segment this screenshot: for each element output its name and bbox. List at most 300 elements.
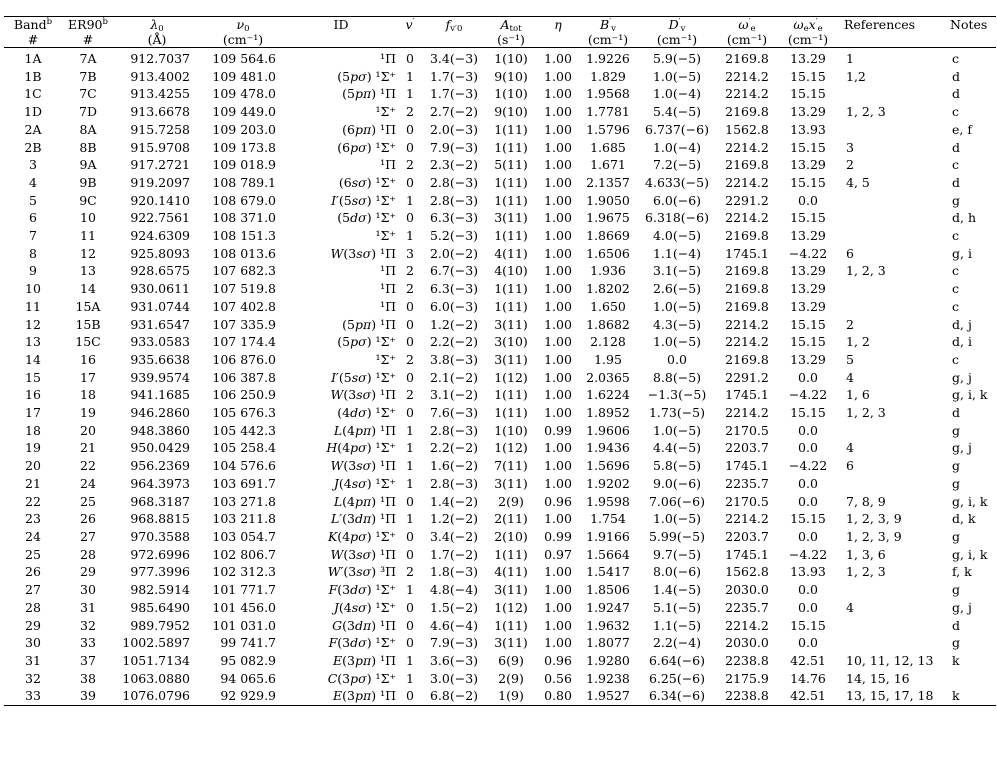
cell-wexe: 0.0: [798, 192, 818, 208]
cell-nu: 105 442.3: [212, 422, 276, 438]
cell-er90: 21: [80, 440, 96, 456]
header-unit: (cm⁻¹): [578, 32, 638, 48]
header-unit: [944, 32, 996, 48]
cell-notes: g, j: [952, 440, 972, 456]
cell-d: 2.6(−5): [652, 281, 702, 297]
cell-d: −1.3(−5): [647, 387, 707, 403]
cell-a: 9(10): [494, 104, 528, 120]
cell-lambda: 1076.0796: [122, 688, 190, 704]
cell-a: 4(11): [494, 245, 528, 261]
cell-eta: 1.00: [544, 104, 572, 120]
cell-f: 2.7(−2): [429, 104, 479, 120]
cell-refs: [838, 280, 944, 298]
cell-eta: 1.00: [544, 281, 572, 297]
cell-notes: g: [952, 475, 961, 491]
cell-eta: 0.96: [544, 652, 572, 668]
cell-lambda: 956.2369: [130, 458, 190, 474]
state-label: K(4pσ): [327, 528, 372, 544]
table-row: [4, 510, 996, 528]
cell-d: 4.4(−5): [652, 440, 702, 456]
cell-er90: 38: [80, 670, 96, 686]
cell-f: 5.2(−3): [429, 228, 479, 244]
cell-lambda: 917.2721: [130, 157, 190, 173]
cell-state: [286, 422, 396, 440]
cell-lambda: 939.9574: [130, 369, 190, 385]
cell-lambda: 915.9708: [130, 139, 190, 155]
cell-a: 4(11): [494, 564, 528, 580]
table-row: [4, 280, 996, 298]
state-term: ¹Σ⁺: [371, 210, 396, 226]
cell-wexe: −4.22: [788, 458, 828, 474]
cell-d: 6.34(−6): [648, 688, 705, 704]
cell-d: 0.0: [667, 351, 687, 367]
header-er90: ER90$^b$: [68, 17, 108, 32]
cell-er90: 19: [80, 405, 96, 421]
cell-lambda: 977.3996: [130, 564, 190, 580]
cell-d: 4.633(−5): [645, 174, 709, 190]
cell-we: 1562.8: [725, 564, 769, 580]
state-label: C(3pσ): [327, 670, 372, 686]
cell-notes: c: [952, 263, 960, 279]
cell-f: 7.9(−3): [429, 139, 479, 155]
state-term: ¹Σ⁺: [371, 334, 396, 350]
cell-nu: 103 271.8: [212, 493, 276, 509]
cell-wexe: 0.0: [798, 440, 818, 456]
cell-lambda: 922.7561: [130, 210, 190, 226]
cell-v: 1: [406, 68, 414, 84]
cell-a: 1(12): [494, 369, 528, 385]
state-label: W(3sσ): [330, 546, 377, 562]
cell-state: [286, 262, 396, 280]
cell-wexe: −4.22: [788, 387, 828, 403]
cell-d: 6.737(−6): [645, 121, 709, 137]
cell-v: 0: [406, 121, 414, 137]
cell-notes: d, j: [952, 316, 972, 332]
cell-b: 1.8669: [586, 228, 630, 244]
cell-b: 1.9527: [586, 688, 630, 704]
cell-state: [286, 528, 396, 546]
cell-eta: 1.00: [544, 263, 572, 279]
state-label: (5pσ): [337, 68, 372, 84]
cell-a: 5(11): [494, 157, 528, 173]
cell-notes: d: [952, 174, 961, 190]
cell-wexe: 0.0: [798, 369, 818, 385]
cell-lambda: 931.6547: [130, 316, 190, 332]
cell-state: [286, 280, 396, 298]
cell-er90: 11: [80, 228, 96, 244]
cell-notes: c: [952, 281, 960, 297]
table-row: [4, 262, 996, 280]
cell-we: 2169.8: [725, 104, 769, 120]
header-unit: [396, 32, 424, 48]
cell-state: [286, 599, 396, 617]
cell-refs: [838, 227, 944, 245]
cell-refs: [838, 192, 944, 210]
cell-v: 1: [406, 458, 414, 474]
cell-refs: 1, 2: [846, 334, 870, 350]
cell-notes: d: [952, 86, 961, 102]
cell-we: 2235.7: [725, 475, 769, 491]
cell-er90: 17: [80, 369, 96, 385]
cell-eta: 1.00: [544, 387, 572, 403]
cell-v: 1: [406, 440, 414, 456]
cell-state: [286, 245, 396, 263]
cell-eta: 0.97: [544, 546, 572, 562]
header-unit: (cm⁻¹): [778, 32, 838, 48]
cell-eta: 1.00: [544, 564, 572, 580]
state-label: J(4sσ): [333, 599, 372, 615]
cell-nu: 94 065.6: [220, 670, 276, 686]
cell-b: 1.5417: [586, 564, 630, 580]
cell-nu: 108 789.1: [212, 174, 276, 190]
cell-b: 1.9632: [586, 617, 630, 633]
cell-we: 2235.7: [725, 599, 769, 615]
table-row: [4, 439, 996, 457]
cell-er90: 18: [80, 387, 96, 403]
cell-nu: 103 211.8: [212, 511, 276, 527]
cell-refs: 6: [846, 245, 854, 261]
state-term: ¹Π: [380, 263, 396, 279]
cell-refs: 4: [846, 440, 854, 456]
cell-er90: 7C: [79, 86, 97, 102]
cell-v: 2: [406, 351, 414, 367]
cell-f: 2.2(−2): [429, 334, 479, 350]
cell-we: 2203.7: [725, 528, 769, 544]
cell-f: 2.0(−3): [429, 121, 479, 137]
cell-b: 1.936: [590, 263, 626, 279]
cell-a: 2(9): [498, 670, 524, 686]
cell-lambda: 925.8093: [130, 245, 190, 261]
cell-b: 2.128: [590, 334, 626, 350]
cell-b: 1.9247: [586, 599, 630, 615]
cell-v: 0: [406, 334, 414, 350]
cell-nu: 105 676.3: [212, 405, 276, 421]
cell-er90: 16: [80, 351, 96, 367]
cell-nu: 108 679.0: [212, 192, 276, 208]
cell-b: 1.9280: [586, 652, 630, 668]
cell-nu: 109 018.9: [212, 157, 276, 173]
cell-er90: 9A: [79, 157, 97, 173]
cell-eta: 1.00: [544, 298, 572, 314]
cell-band: 14: [25, 351, 41, 367]
cell-state: [286, 68, 396, 86]
cell-d: 6.64(−6): [648, 652, 705, 668]
cell-nu: 101 771.7: [212, 582, 276, 598]
cell-band: 2A: [24, 121, 42, 137]
state-label: (6pπ): [342, 121, 377, 137]
cell-eta: 1.00: [544, 192, 572, 208]
cell-f: 1.7(−2): [429, 546, 479, 562]
cell-notes: f, k: [952, 564, 972, 580]
state-term: ¹Π: [380, 157, 396, 173]
state-label: F(3dσ): [328, 582, 372, 598]
header-notes: Notes: [950, 17, 988, 32]
cell-refs: 13, 15, 17, 18: [846, 688, 934, 704]
table-row: [4, 581, 996, 599]
header-b: $B'_v$: [600, 17, 616, 34]
cell-band: 27: [25, 582, 41, 598]
cell-state: [286, 192, 396, 210]
cell-v: 2: [406, 387, 414, 403]
cell-notes: c: [952, 104, 960, 120]
cell-band: 33: [25, 688, 41, 704]
cell-v: 0: [406, 688, 414, 704]
state-term: ¹Σ⁺: [371, 440, 396, 456]
state-term: ¹Π: [376, 546, 396, 562]
cell-d: 5.9(−5): [652, 51, 702, 66]
cell-a: 2(11): [494, 511, 528, 527]
cell-band: 29: [25, 617, 41, 633]
cell-state: [286, 121, 396, 139]
cell-wexe: −4.22: [788, 245, 828, 261]
cell-er90: 29: [80, 564, 96, 580]
cell-lambda: 950.0429: [130, 440, 190, 456]
cell-b: 1.7781: [586, 104, 630, 120]
cell-a: 1(10): [494, 422, 528, 438]
cell-band: 1C: [24, 86, 42, 102]
cell-eta: 1.00: [544, 440, 572, 456]
header-unit: (cm⁻¹): [200, 32, 286, 48]
table-row: [4, 68, 996, 86]
cell-band: 5: [29, 192, 37, 208]
cell-wexe: 13.93: [790, 121, 826, 137]
cell-a: 1(11): [494, 192, 528, 208]
cell-we: 2203.7: [725, 440, 769, 456]
cell-lambda: 935.6638: [130, 351, 190, 367]
state-label: F(3dσ): [328, 635, 372, 651]
cell-notes: g, i, k: [952, 546, 988, 562]
cell-lambda: 968.3187: [130, 493, 190, 509]
header-a: $A_{tot}$: [500, 17, 522, 34]
cell-state: [286, 351, 396, 369]
cell-state: [286, 227, 396, 245]
cell-b: 1.829: [590, 68, 626, 84]
table-row: [4, 599, 996, 617]
cell-state: [286, 316, 396, 334]
cell-refs: 2: [846, 316, 854, 332]
cell-lambda: 912.7037: [130, 51, 190, 66]
cell-refs: 1, 2, 3, 9: [846, 528, 902, 544]
cell-d: 8.8(−5): [652, 369, 702, 385]
cell-f: 2.0(−2): [429, 245, 479, 261]
state-term: ¹Π: [380, 281, 396, 297]
cell-state: [286, 404, 396, 422]
cell-d: 1.0(−5): [652, 422, 702, 438]
cell-f: 2.8(−3): [429, 174, 479, 190]
cell-refs: 1, 6: [846, 387, 870, 403]
cell-d: 7.06(−6): [648, 493, 705, 509]
cell-d: 5.4(−5): [652, 104, 702, 120]
cell-a: 1(11): [494, 617, 528, 633]
cell-eta: 1.00: [544, 51, 572, 66]
cell-a: 1(11): [494, 121, 528, 137]
cell-er90: 25: [80, 493, 96, 509]
state-term: ¹Π: [376, 652, 396, 668]
cell-f: 6.0(−3): [429, 298, 479, 314]
cell-state: [286, 493, 396, 511]
cell-er90: 14: [80, 281, 96, 297]
state-label: (5dσ): [337, 210, 372, 226]
cell-state: [286, 581, 396, 599]
state-term: ¹Π: [380, 298, 396, 314]
cell-v: 2: [406, 281, 414, 297]
cell-v: 2: [406, 157, 414, 173]
cell-we: 2214.2: [725, 68, 769, 84]
cell-a: 1(9): [498, 688, 524, 704]
cell-refs: 3: [846, 139, 854, 155]
table-row: [4, 174, 996, 192]
cell-eta: 1.00: [544, 121, 572, 137]
cell-state: [286, 475, 396, 493]
state-term: ¹Π: [376, 245, 396, 261]
state-term: ¹Π: [376, 316, 396, 332]
cell-lambda: 948.3860: [130, 422, 190, 438]
header-unit: (s⁻¹): [484, 32, 538, 48]
cell-we: 2030.0: [725, 635, 769, 651]
cell-eta: 1.00: [544, 617, 572, 633]
state-label: E(3pπ): [333, 652, 377, 668]
cell-refs: 14, 15, 16: [846, 670, 910, 686]
cell-d: 6.25(−6): [648, 670, 705, 686]
cell-lambda: 946.2860: [130, 405, 190, 421]
cell-state: [286, 298, 396, 316]
state-label: L(4pπ): [333, 422, 377, 438]
cell-we: 2169.8: [725, 263, 769, 279]
cell-we: 2169.8: [725, 351, 769, 367]
state-term: ¹Σ⁺: [371, 635, 396, 651]
state-term: ¹Π: [376, 458, 396, 474]
cell-band: 13: [25, 334, 41, 350]
cell-b: 1.754: [590, 511, 626, 527]
cell-er90: 33: [80, 635, 96, 651]
cell-refs: 1, 2, 3: [846, 564, 886, 580]
cell-refs: 7, 8, 9: [846, 493, 886, 509]
cell-band: 1D: [24, 104, 42, 120]
cell-a: 6(9): [498, 652, 524, 668]
table-row: [4, 245, 996, 263]
cell-b: 2.0365: [586, 369, 630, 385]
cell-notes: c: [952, 51, 960, 66]
cell-wexe: 0.0: [798, 528, 818, 544]
cell-v: 0: [406, 316, 414, 332]
cell-a: 1(11): [494, 174, 528, 190]
cell-v: 0: [406, 546, 414, 562]
cell-state: [286, 156, 396, 174]
cell-b: 1.9226: [586, 51, 630, 66]
cell-notes: [944, 670, 996, 688]
cell-er90: 9B: [79, 174, 97, 190]
cell-notes: d, i: [952, 334, 972, 350]
cell-v: 0: [406, 635, 414, 651]
cell-f: 3.4(−2): [429, 528, 479, 544]
cell-v: 1: [406, 582, 414, 598]
cell-b: 1.9436: [586, 440, 630, 456]
cell-lambda: 913.4255: [130, 86, 190, 102]
cell-eta: 1.00: [544, 139, 572, 155]
state-label: I′(5sσ): [331, 192, 372, 208]
cell-we: 2291.2: [725, 192, 769, 208]
cell-er90: 22: [80, 458, 96, 474]
cell-wexe: 15.15: [790, 210, 826, 226]
cell-refs: [838, 85, 944, 103]
cell-state: [286, 139, 396, 157]
state-label: (5pπ): [342, 86, 377, 102]
cell-f: 1.4(−2): [429, 493, 479, 509]
state-label: (6sσ): [338, 174, 372, 190]
cell-nu: 92 929.9: [220, 688, 276, 704]
cell-we: 1745.1: [725, 245, 769, 261]
cell-band: 21: [25, 475, 41, 491]
cell-we: 2238.8: [725, 688, 769, 704]
cell-refs: [838, 298, 944, 316]
cell-band: 11: [25, 298, 41, 314]
table-row: [4, 121, 996, 139]
cell-state: [286, 103, 396, 121]
cell-d: 1.0(−4): [652, 86, 702, 102]
header-f: $f_{v'0}$: [445, 17, 463, 34]
table-row: [4, 404, 996, 422]
table-row: [4, 617, 996, 635]
cell-wexe: 13.29: [790, 157, 826, 173]
cell-wexe: 14.76: [790, 670, 826, 686]
cell-we: 2169.8: [725, 298, 769, 314]
table-row: [4, 85, 996, 103]
cell-notes: d: [952, 139, 961, 155]
cell-v: 1: [406, 228, 414, 244]
cell-band: 26: [25, 564, 41, 580]
cell-we: 2170.5: [725, 422, 769, 438]
cell-b: 1.6506: [586, 245, 630, 261]
cell-v: 0: [406, 139, 414, 155]
cell-notes: k: [952, 652, 960, 668]
cell-v: 1: [406, 511, 414, 527]
state-term: ¹Σ⁺: [371, 139, 396, 155]
state-term: ¹Σ⁺: [371, 174, 396, 190]
cell-band: 2B: [24, 139, 42, 155]
cell-a: 3(11): [494, 475, 528, 491]
cell-nu: 106 387.8: [212, 369, 276, 385]
cell-state: [286, 670, 396, 688]
cell-eta: 1.00: [544, 599, 572, 615]
cell-er90: 7B: [79, 68, 97, 84]
table-row: [4, 156, 996, 174]
state-term: ¹Σ⁺: [371, 405, 396, 421]
header-band: Band$^b$: [13, 17, 53, 32]
table-row: [4, 351, 996, 369]
cell-we: 2214.2: [725, 86, 769, 102]
cell-er90: 37: [80, 652, 96, 668]
cell-v: 2: [406, 104, 414, 120]
cell-lambda: 970.3588: [130, 528, 190, 544]
cell-d: 7.2(−5): [652, 157, 702, 173]
state-label: L(4pπ): [333, 493, 377, 509]
cell-v: 0: [406, 51, 414, 66]
cell-state: [286, 386, 396, 404]
cell-eta: 1.00: [544, 316, 572, 332]
table-row: [4, 369, 996, 387]
cell-lambda: 972.6996: [130, 546, 190, 562]
cell-notes: k: [952, 688, 960, 704]
cell-er90: 32: [80, 617, 96, 633]
cell-b: 1.8506: [586, 582, 630, 598]
cell-d: 5.1(−5): [652, 599, 702, 615]
cell-lambda: 941.1685: [130, 387, 190, 403]
cell-refs: 6: [846, 458, 854, 474]
cell-er90: 24: [80, 475, 96, 491]
cell-wexe: 15.15: [790, 316, 826, 332]
state-label: (5pπ): [342, 316, 377, 332]
cell-notes: g: [952, 192, 961, 208]
